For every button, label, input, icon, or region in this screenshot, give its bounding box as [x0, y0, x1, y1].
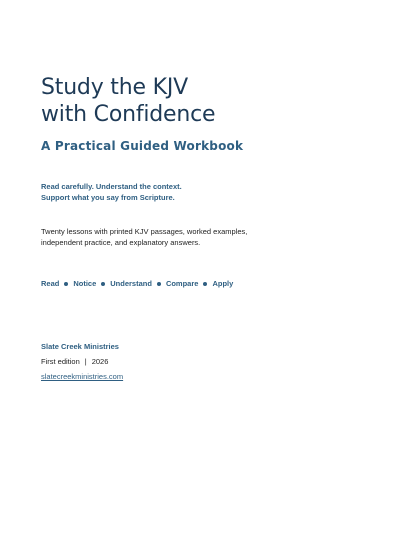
- description-line-2: independent practice, and explanatory answers.: [41, 238, 201, 247]
- edition-info: [41, 356, 108, 367]
- title-line-2: with Confidence: [41, 102, 216, 127]
- publisher-name: Slate Creek Ministries: [41, 342, 119, 351]
- step-notice: Notice: [73, 279, 97, 288]
- description: [41, 226, 247, 248]
- edition-label: First edition: [41, 357, 80, 366]
- edition-year: 2026: [91, 357, 109, 366]
- bullet-separator-icon: [64, 282, 68, 286]
- bullet-separator-icon: [101, 282, 105, 286]
- bullet-separator-icon: [157, 282, 161, 286]
- bullet-separator-icon: [203, 282, 207, 286]
- steps-list: [41, 278, 233, 289]
- page-title: [41, 74, 215, 128]
- description-line-1: Twenty lessons with printed KJV passages, worked examples,: [41, 227, 248, 236]
- step-apply: Apply: [212, 279, 234, 288]
- tagline-line-2: Support what you say from Scripture.: [41, 193, 175, 202]
- subtitle: A Practical Guided Workbook: [41, 139, 244, 153]
- edition-separator: |: [84, 357, 87, 366]
- step-read: Read: [41, 279, 60, 288]
- title-line-1: Study the KJV: [41, 75, 188, 100]
- website-link[interactable]: slatecreekministries.com: [41, 372, 124, 381]
- tagline-line-1: Read carefully. Understand the context.: [41, 182, 182, 191]
- tagline: [41, 181, 182, 203]
- step-understand: Understand: [110, 279, 152, 288]
- step-compare: Compare: [165, 279, 199, 288]
